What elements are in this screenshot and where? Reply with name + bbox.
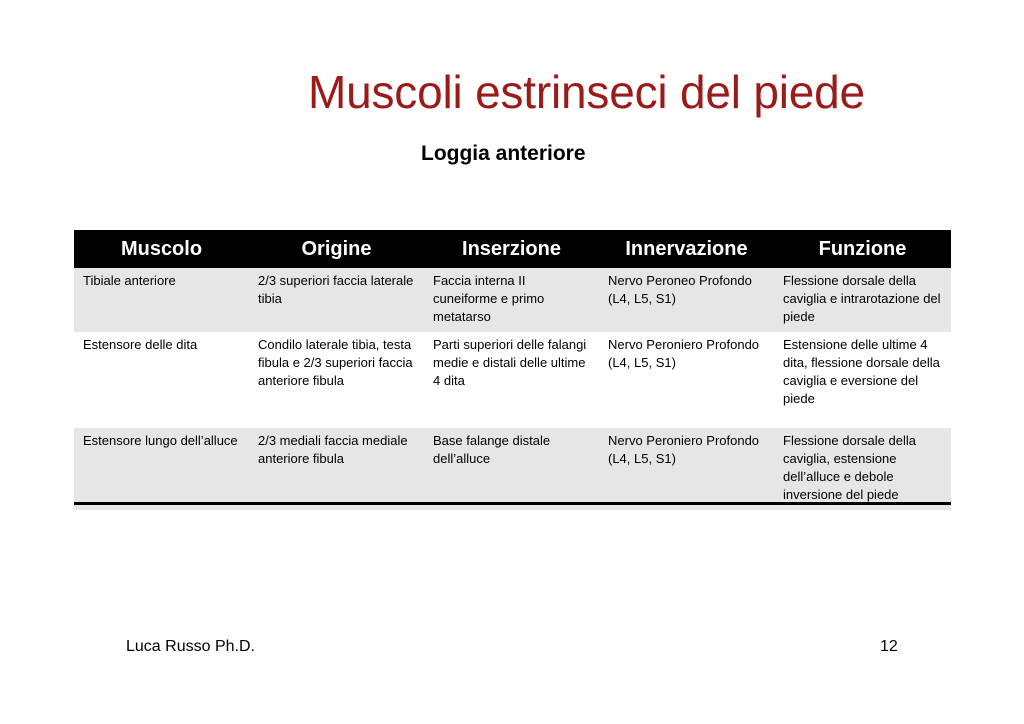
table-row <box>74 428 951 510</box>
cell-muscolo: Estensore delle dita <box>83 337 198 352</box>
cell-innervazione: Nervo Peroniero Profondo (L4, L5, S1) <box>608 337 760 370</box>
cell-muscolo: Estensore lungo dell’alluce <box>83 433 238 448</box>
footer-author: Luca Russo Ph.D. <box>126 638 255 655</box>
column-header-funzione: Funzione <box>818 237 907 260</box>
page-number: 12 <box>880 638 898 655</box>
cell-origine: Condilo laterale tibia, testa fibula e 2/3 superiori faccia anteriore fibula <box>258 337 413 388</box>
cell-funzione: Flessione dorsale della caviglia e intrarotazione del piede <box>783 273 941 324</box>
cell-inserzione: Faccia interna II cuneiforme e primo metatarso <box>433 273 545 324</box>
table-row <box>74 268 951 332</box>
cell-inserzione: Base falange distale dell’alluce <box>433 433 551 466</box>
column-header-origine: Origine <box>301 237 372 260</box>
cell-origine: 2/3 superiori faccia laterale tibia <box>258 273 414 306</box>
table-row <box>74 332 951 428</box>
cell-funzione: Estensione delle ultime 4 dita, flessione dorsale della caviglia e eversione del piede <box>783 337 940 406</box>
cell-innervazione: Nervo Peroniero Profondo (L4, L5, S1) <box>608 433 760 466</box>
cell-innervazione: Nervo Peroneo Profondo (L4, L5, S1) <box>608 273 752 306</box>
table-header-row <box>74 230 951 268</box>
cell-origine: 2/3 mediali faccia mediale anteriore fibula <box>258 433 408 466</box>
slide-title: Muscoli estrinseci del piede <box>308 66 865 118</box>
table-bottom-rule <box>74 502 951 505</box>
column-header-inserzione: Inserzione <box>462 237 561 260</box>
cell-muscolo: Tibiale anteriore <box>83 273 176 288</box>
muscle-table <box>74 230 951 510</box>
section-subtitle: Loggia anteriore <box>421 142 586 165</box>
column-header-muscolo: Muscolo <box>120 237 203 260</box>
column-header-innervazione: Innervazione <box>625 237 748 260</box>
cell-inserzione: Parti superiori delle falangi medie e distali delle ultime 4 dita <box>433 337 587 388</box>
cell-funzione: Flessione dorsale della caviglia, estensione dell’alluce e debole inversione del piede <box>783 433 916 502</box>
